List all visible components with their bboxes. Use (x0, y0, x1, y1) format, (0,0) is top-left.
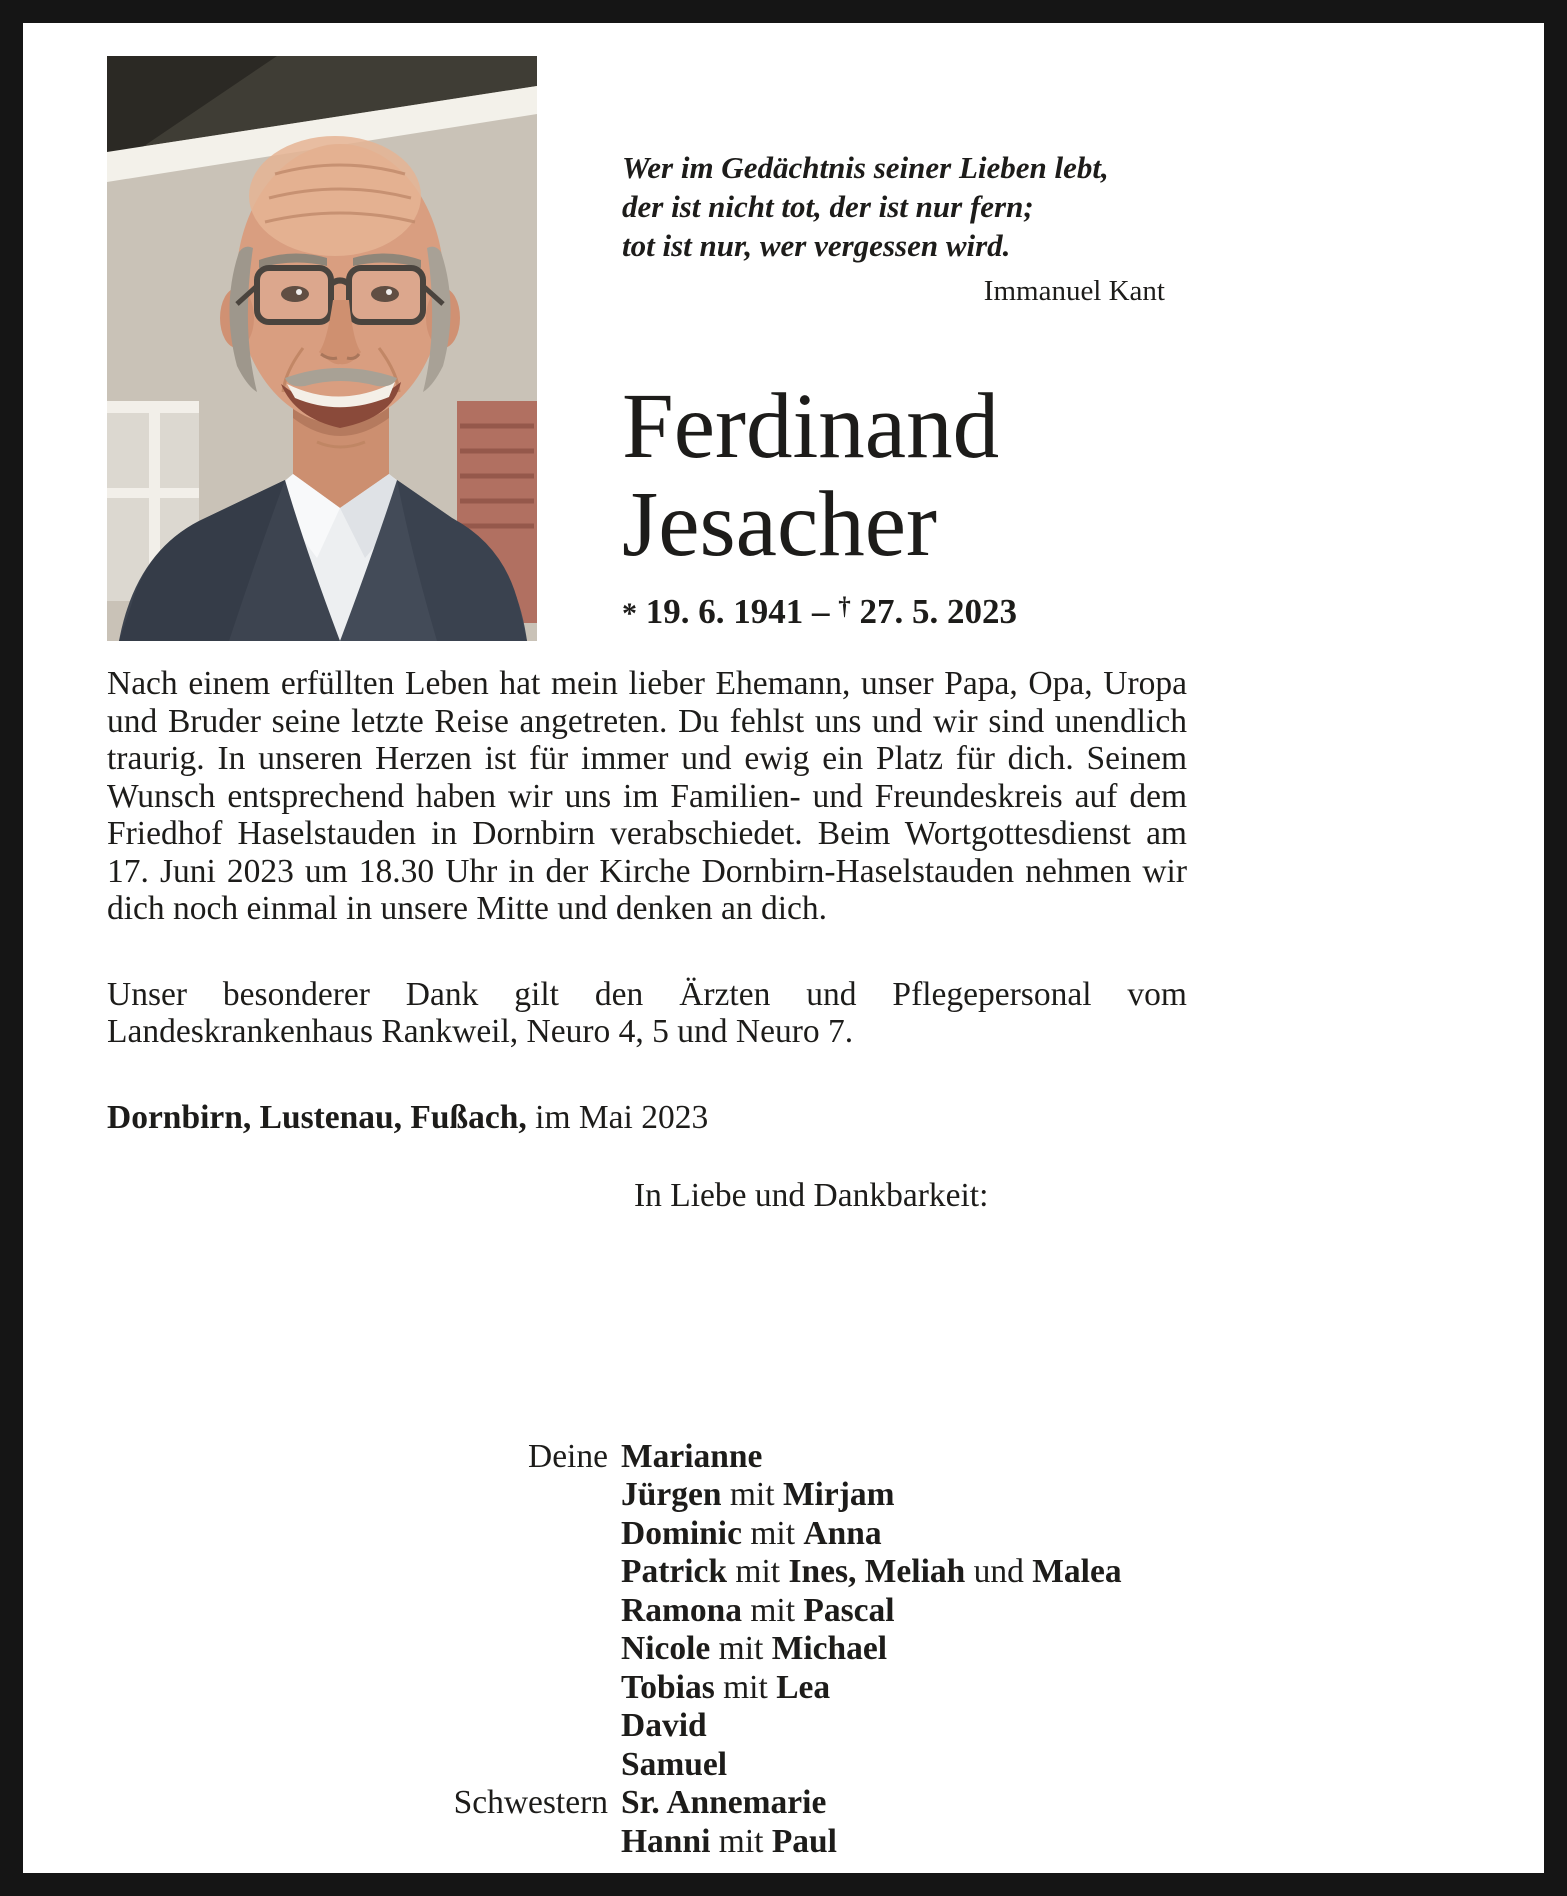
quote-line: der ist nicht tot, der ist nur fern; (622, 189, 1034, 224)
family-row (439, 1476, 1187, 1515)
date-separator: – (812, 592, 830, 631)
family-row (439, 1823, 1187, 1862)
family-row (439, 1592, 1187, 1631)
acknowledgment-text: Unser besonderer Dank gilt den Ärzten und Pflegepersonal vom Landeskrankenhaus Rankweil, Neuro 4, 5 und Neuro 7. (107, 975, 1187, 1050)
deceased-last-name: Jesacher (622, 473, 937, 576)
family-names: Patrick mit Ines, Meliah und Malea (621, 1553, 1122, 1590)
family-names: Sr. Annemarie (621, 1784, 827, 1821)
family-names: Ramona mit Pascal (621, 1591, 895, 1629)
quote-attribution: Immanuel Kant (983, 275, 1165, 307)
family-relation-label (439, 1630, 621, 1669)
location-date-line (107, 1099, 1187, 1137)
family-relation-label (439, 1553, 621, 1592)
header-section (107, 56, 1187, 641)
family-names: Marianne (621, 1437, 763, 1475)
closing-line: In Liebe und Dankbarkeit: (634, 1176, 989, 1214)
family-relation-label: Deine (528, 1437, 608, 1475)
family-names: David (621, 1707, 707, 1744)
family-row (439, 1707, 1187, 1746)
family-row (439, 1438, 1187, 1477)
family-relation-label (439, 1669, 621, 1708)
location-date: im Mai 2023 (535, 1098, 709, 1136)
family-relation-label (439, 1746, 621, 1785)
obituary-content (107, 56, 1187, 1861)
quote-line: tot ist nur, wer vergessen wird. (622, 228, 1011, 263)
family-row (439, 1553, 1187, 1592)
family-row (439, 1630, 1187, 1669)
family-list (439, 1438, 1187, 1862)
portrait-photo-image (107, 56, 537, 641)
death-date: 27. 5. 2023 (859, 592, 1017, 631)
family-relation-label (439, 1823, 621, 1862)
family-relation-label (439, 1515, 621, 1554)
family-row (439, 1746, 1187, 1785)
birth-symbol: * (622, 597, 637, 630)
deceased-name (622, 375, 1187, 576)
family-names: Samuel (621, 1745, 728, 1783)
life-dates (622, 592, 1187, 632)
family-names: Tobias mit Lea (621, 1668, 831, 1706)
family-row (439, 1669, 1187, 1708)
location-names: Dornbirn, Lustenau, Fußach, (107, 1098, 527, 1136)
memorial-quote (622, 148, 1187, 265)
family-relation-label (439, 1707, 621, 1746)
death-symbol: † (838, 593, 851, 620)
family-relation-label (439, 1476, 621, 1515)
family-relation-label (439, 1592, 621, 1631)
quote-line: Wer im Gedächtnis seiner Lieben lebt, (622, 150, 1109, 185)
family-names: Nicole mit Michael (621, 1630, 888, 1667)
family-names: Jürgen mit Mirjam (621, 1476, 895, 1513)
header-text-column (622, 56, 1187, 632)
portrait-photo (107, 56, 537, 641)
family-row (439, 1515, 1187, 1554)
family-relation-label: Schwestern (453, 1784, 608, 1821)
family-names: Dominic mit Anna (621, 1514, 882, 1552)
family-row (439, 1784, 1187, 1823)
obituary-main-text: Nach einem erfüllten Leben hat mein lieber Ehemann, unser Papa, Opa, Uropa und Bruder seine letzte Reise angetreten. Du fehlst uns und wir sind unendlich traurig. In unseren Herzen ist für immer und ewig ein Platz für dich. Seinem Wunsch entsprechend haben wir uns im Familien- und Freundeskreis auf dem Friedhof Haselstauden in Dornbirn verabschiedet. Beim Wortgottesdienst am 17. Juni 2023 um 18.30 Uhr in der Kirche Dornbirn-Haselstauden nehmen wir dich noch einmal in unsere Mitte und denken an dich. (107, 665, 1187, 927)
birth-date: 19. 6. 1941 (645, 592, 804, 631)
family-names: Hanni mit Paul (621, 1822, 837, 1860)
deceased-first-name: Ferdinand (622, 375, 1000, 478)
